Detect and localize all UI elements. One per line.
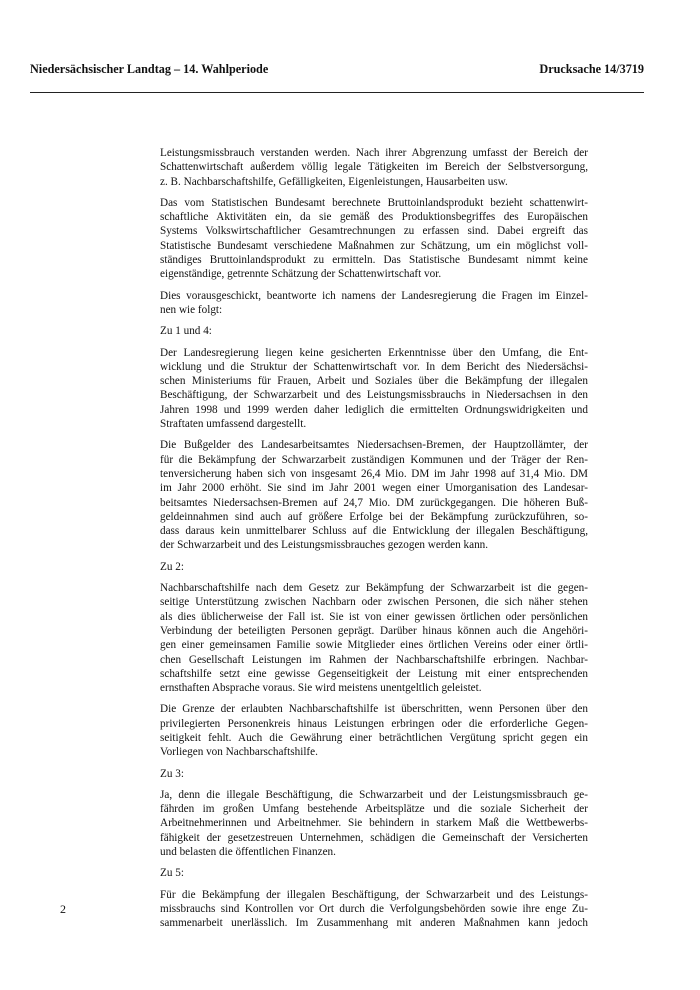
text-line: seitigkeit fehlt. Auch die Gewährung einer beträchtlichen Vergütung spricht gegen ein [160, 731, 588, 744]
page-header [30, 62, 644, 78]
text-line: Das vom Statistischen Bundesamt berechnete Bruttoinlandsprodukt bezieht schattenwirt- [160, 196, 588, 209]
text-line: Nachbarschaftshilfe nach dem Gesetz zur Bekämpfung der Schwarzarbeit ist die gegen- [160, 582, 588, 595]
text-line: Jahren 1998 und 1999 werden daher lediglich die ermittelten Ordnungswidrigkeiten und [160, 403, 588, 416]
section-heading: Zu 5: [160, 867, 184, 880]
text-line: sammenarbeit unerlässlich. Im Zusammenhang mit anderen Maßnahmen kann jedoch [160, 917, 588, 930]
body-paragraph [160, 888, 588, 931]
body-paragraph [160, 788, 588, 859]
text-line: Vorliegen von Nachbarschaftshilfe. [160, 746, 318, 759]
text-line: der Schwarzarbeit und des Leistungsmissbrauches gezogen werden kann. [160, 539, 489, 552]
text-line: wicklung und die Struktur der Schattenwirtschaft vor. In dem Bericht des Niedersächsi- [160, 360, 588, 373]
text-line: Die Bußgelder des Landesarbeitsamtes Niedersachsen-Bremen, der Hauptzollämter, der [160, 439, 588, 452]
text-line: Der Landesregierung liegen keine gesicherten Erkenntnisse über den Umfang, die Ent- [160, 346, 588, 359]
body-paragraph [160, 581, 588, 695]
text-line: für die Bekämpfung der Schwarzarbeit zuständigen Kommunen und der Träger der Ren- [160, 453, 588, 466]
header-divider [30, 92, 644, 93]
body-paragraph [160, 146, 588, 189]
text-line: Straftaten umfassend dargestellt. [160, 418, 307, 431]
text-line: missbrauchs sind Kontrollen vor Ort durch die Verfolgungsbehörden sowie ihre enge Zu- [160, 902, 588, 915]
text-line: Die Grenze der erlaubten Nachbarschaftshilfe ist überschritten, wenn Personen über den [160, 703, 588, 716]
text-line: Für die Bekämpfung der illegalen Beschäftigung, der Schwarzarbeit und des Leistungs- [160, 888, 588, 901]
text-line: Verbindung der beteiligten Personen geprägt. Darüber hinaus können auch die Angehöri- [160, 624, 588, 637]
text-line: schen Ministeriums für Frauen, Arbeit und Soziales über die Bekämpfung der illegalen [160, 375, 588, 388]
text-line: Systems Volkswirtschaftlicher Gesamtrechnungen zu erfassen sind. Dabei ergreift das [160, 225, 588, 238]
text-line: z. B. Nachbarschaftshilfe, Gefälligkeiten, Eigenleistungen, Hausarbeiten usw. [160, 175, 508, 188]
text-line: fährden im großen Umfang bestehende Arbeitsplätze und die soziale Sicherheit der [160, 803, 588, 816]
header-title: Niedersächsischer Landtag – 14. Wahlperiode [30, 62, 269, 76]
text-line: als dies üblicherweise der Fall ist. Sie ist von einer gewissen örtlichen oder persönlichen [160, 610, 588, 623]
text-line: ernsthaften Absprache voraus. Sie wird meistens unentgeltlich geleistet. [160, 682, 482, 695]
text-line: und belasten die öffentlichen Finanzen. [160, 846, 336, 859]
text-line: ständiges Bruttoinlandsprodukt zu ermitteln. Das Statistische Bundesamt nimmt keine [160, 254, 588, 267]
body-paragraph [160, 702, 588, 759]
text-line: fähigkeit der gesetzestreuen Unternehmen, schädigen die Gemeinschaft der Versicherten [160, 831, 588, 844]
body-paragraph [160, 289, 588, 318]
document-body [160, 146, 588, 938]
text-line: Statistische Bundesamt verschiedene Maßnahmen zur Schätzung, um ein möglichst voll- [160, 239, 588, 252]
text-line: Dies vorausgeschickt, beantworte ich namens der Landesregierung die Fragen im Einzel- [160, 289, 588, 302]
text-line: privilegierten Personenkreis hinaus Leistungen erbringen oder die erforderliche Gegen- [160, 717, 588, 730]
text-line: schaftliche Aktivitäten ein, da sie gemäß des Produktionsbegriffes des Europäischen [160, 211, 588, 224]
body-paragraph [160, 196, 588, 282]
header-document-number: Drucksache 14/3719 [539, 62, 644, 76]
text-line: Ja, denn die illegale Beschäftigung, die Schwarzarbeit und der Leistungsmissbrauch ge- [160, 788, 588, 801]
section-heading: Zu 2: [160, 560, 184, 573]
text-line: eigenständige, getrennte Schätzung der Schattenwirtschaft vor. [160, 268, 442, 281]
section-heading: Zu 1 und 4: [160, 325, 212, 338]
text-line: tenversicherung haben sich von insgesamt 26,4 Mio. DM im Jahr 1998 auf 31,4 Mio. DM [160, 467, 588, 480]
section-heading: Zu 3: [160, 767, 184, 780]
text-line: Arbeitnehmerinnen und Arbeitnehmer. Sie behindern in starkem Maß die Wettbewerbs- [160, 817, 588, 830]
text-line: schaftshilfe setzt eine gewisse Gegenseitigkeit der Leistung mit einer entsprechenden [160, 667, 588, 680]
text-line: gen einer gemeinsamen Familie sowie Mitglieder eines örtlichen Vereins oder einer örtli- [160, 639, 588, 652]
text-line: nen wie folgt: [160, 303, 223, 316]
text-line: geldeinnahmen sind auch auf größere Erfolge bei der Bekämpfung zurückzuführen, so- [160, 510, 588, 523]
text-line: dass daraus kein unmittelbarer Schluss auf die Entwicklung der illegalen Beschäftigung, [160, 525, 588, 538]
page-number: 2 [60, 902, 66, 916]
text-line: Leistungsmissbrauch verstanden werden. Nach ihrer Abgrenzung umfasst der Bereich der [160, 147, 588, 159]
text-line: Schattenwirtschaft außerdem völlig legale Tätigkeiten im Bereich der Selbstversorgung, [160, 161, 588, 174]
text-line: chen Gesellschaft Leistungen im Rahmen der Nachbarschaftshilfe erbringen. Nachbar- [160, 653, 588, 666]
text-line: Beschäftigung, der Schwarzarbeit und des Leistungsmissbrauchs in Niedersachsen in den [160, 389, 588, 402]
text-line: seitige Unterstützung zwischen Nachbarn oder zwischen Personen, die sich näher stehen [160, 596, 588, 609]
text-line: im Jahr 2000 erhöht. Sie sind im Jahr 2001 wegen einer Umorganisation des Landesar- [160, 482, 588, 495]
body-paragraph [160, 438, 588, 552]
text-line: beitsamtes Niedersachsen-Bremen auf 24,7 Mio. DM zurückgegangen. Die höheren Buß- [160, 496, 588, 509]
body-paragraph [160, 346, 588, 432]
